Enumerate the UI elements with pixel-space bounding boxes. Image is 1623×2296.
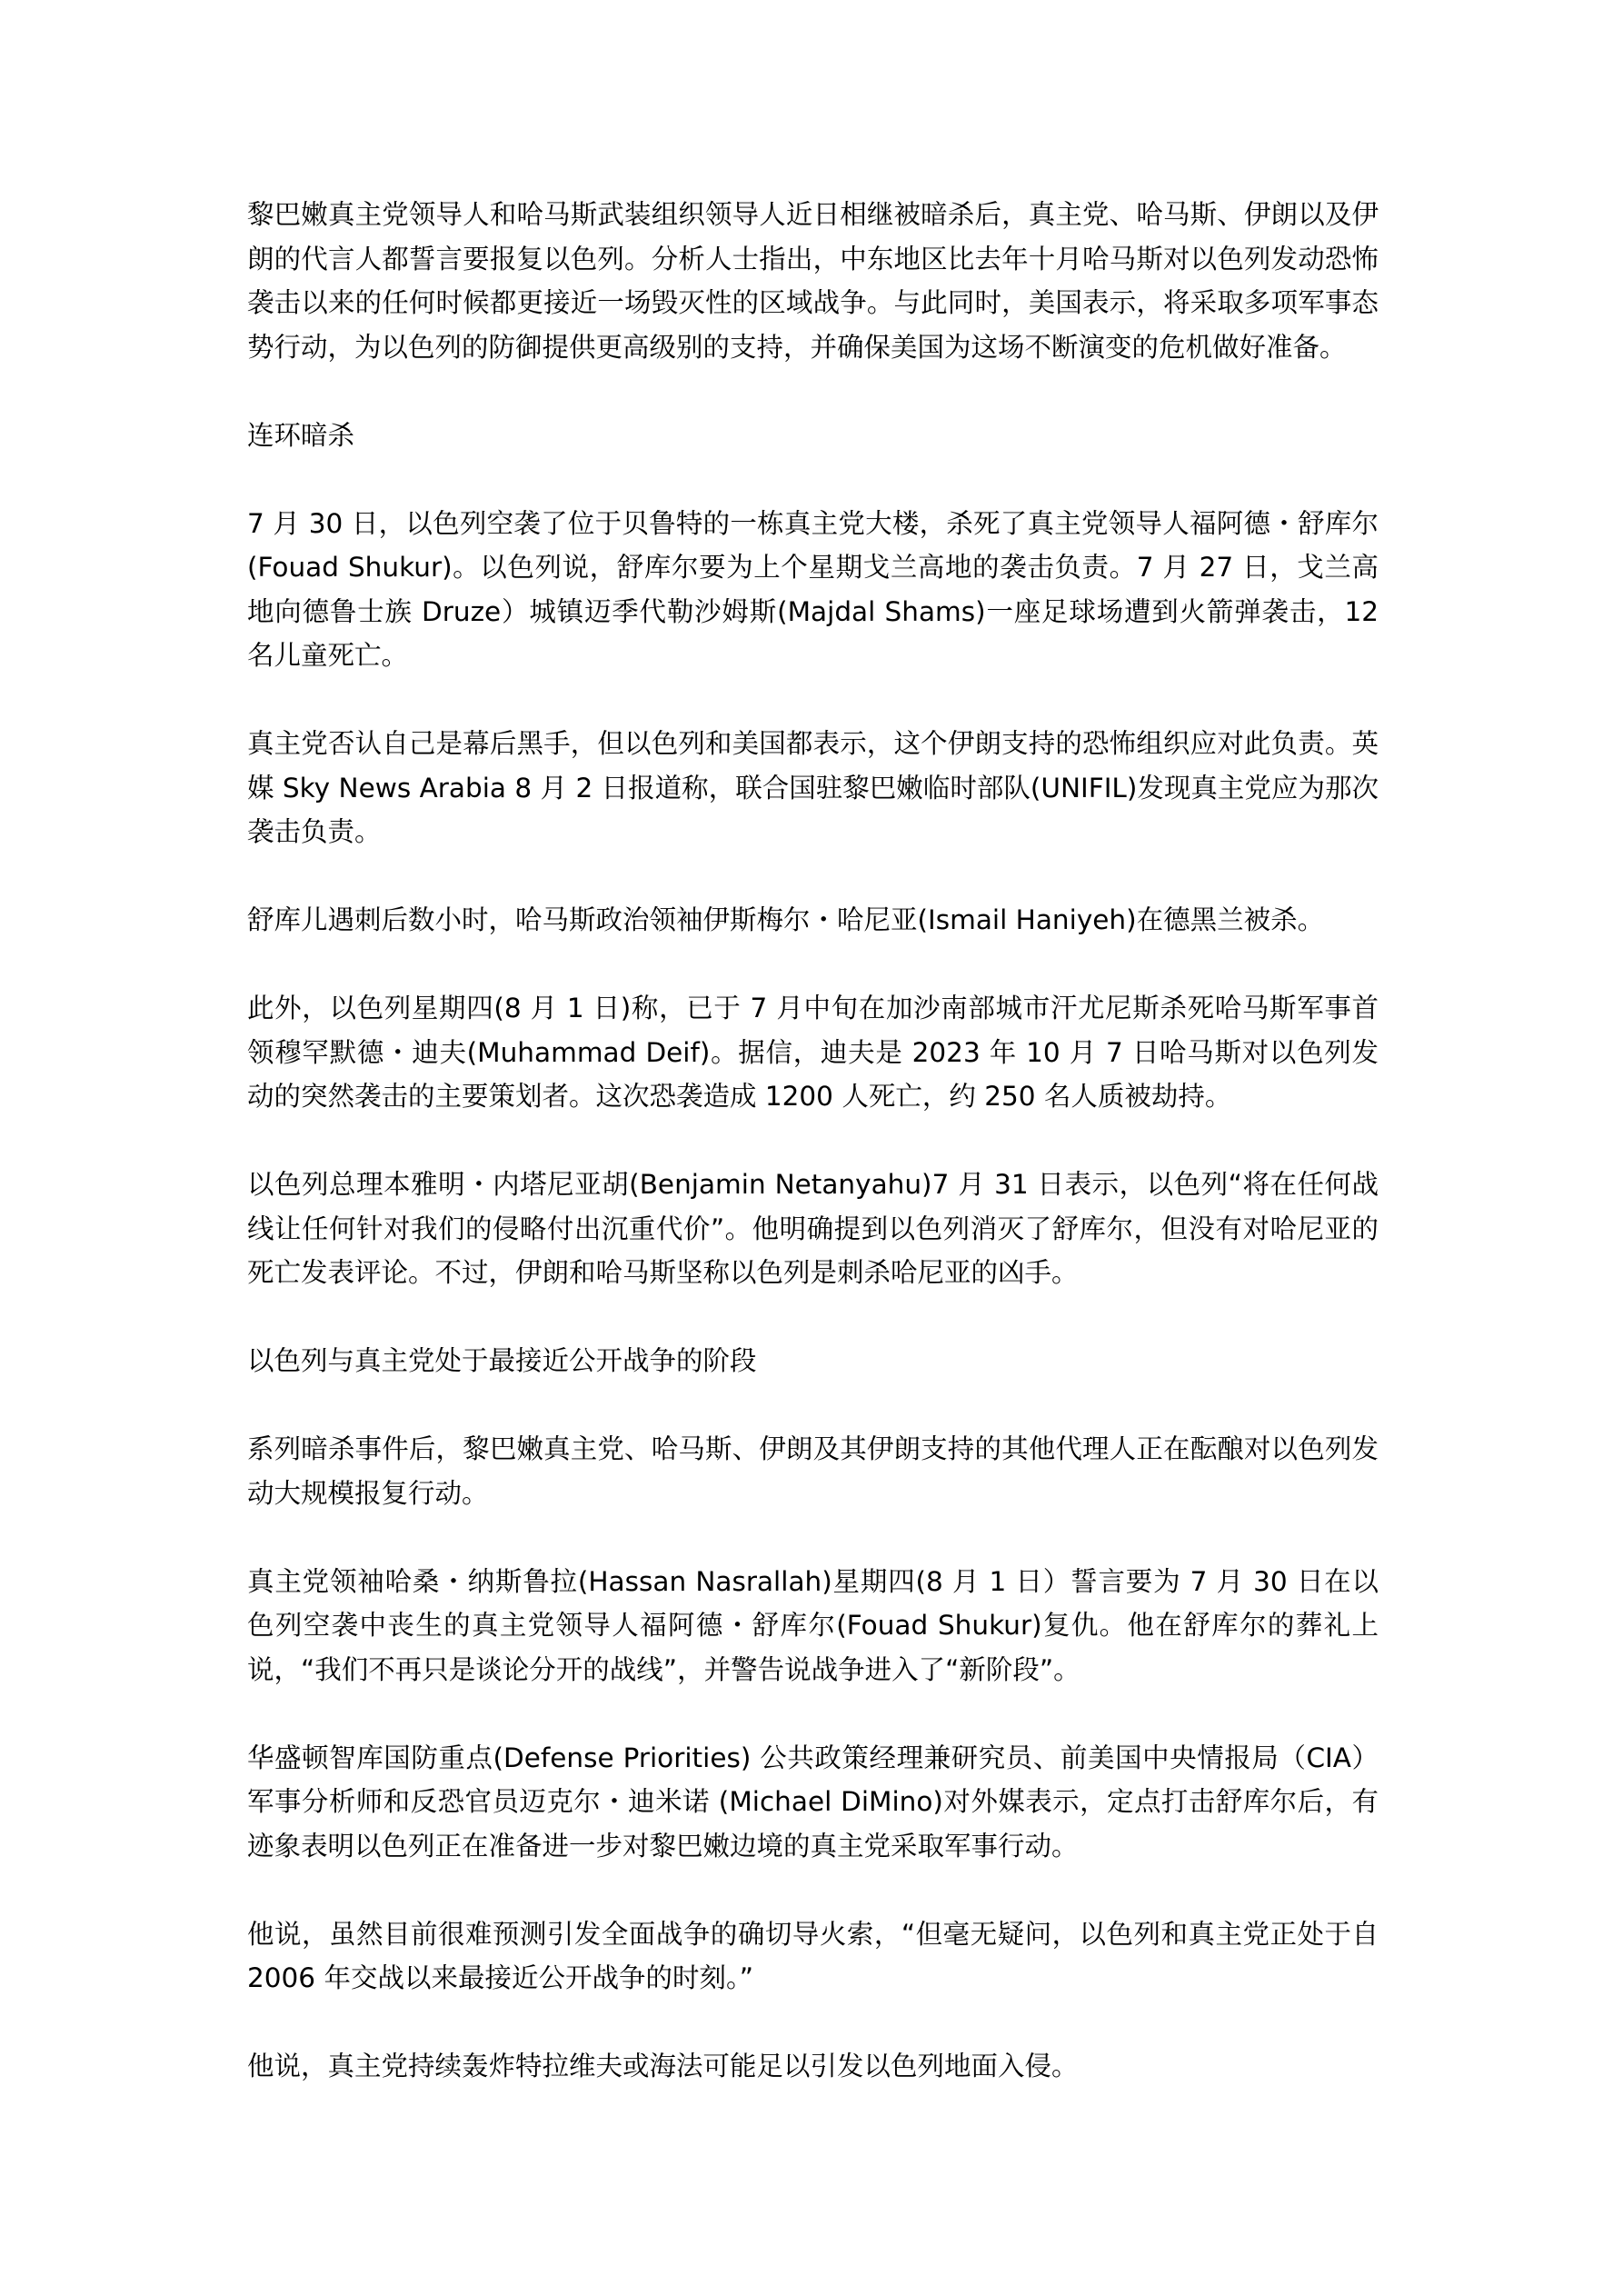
intro-paragraph: 黎巴嫩真主党领导人和哈马斯武装组织领导人近日相继被暗杀后，真主党、哈马斯、伊朗以及伊朗的代言人都誓言要报复以色列。分析人士指出，中东地区比去年十月哈马斯对以色列发动恐怖袭击以来的任何时候都更接近一场毁灭性的区域战争。与此同时，美国表示，将采取多项军事态势行动，为以色列的防御提供更高级别的支持，并确保美国为这场不断演变的危机做好准备。 — [247, 199, 1379, 363]
paragraph-retaliation: 系列暗杀事件后，黎巴嫩真主党、哈马斯、伊朗及其伊朗支持的其他代理人正在酝酿对以色列发动大规模报复行动。 — [247, 1433, 1379, 1509]
paragraph-netanyahu: 以色列总理本雅明・内塔尼亚胡(Benjamin Netanyahu)7 月 31 日表示，以色列“将在任何战线让任何针对我们的侵略付出沉重代价”。他明确提到以色列消灭了舒库尔，但没有对哈尼亚的死亡发表评论。不过，伊朗和哈马斯坚称以色列是刺杀哈尼亚的凶手。 — [247, 1169, 1379, 1288]
paragraph-nasrallah: 真主党领袖哈桑・纳斯鲁拉(Hassan Nasrallah)星期四(8 月 1 日）誓言要为 7 月 30 日在以色列空袭中丧生的真主党领导人福阿德・舒库尔(Fouad Shukur)复仇。他在舒库尔的葬礼上说，“我们不再只是谈论分开的战线”，并警告说战争进入了“新阶段”。 — [247, 1565, 1379, 1685]
paragraph-2006: 他说，虽然目前很难预测引发全面战争的确切导火索，“但毫无疑问，以色列和真主党正处于自 2006 年交战以来最接近公开战争的时刻。” — [247, 1918, 1379, 1993]
paragraph-hezbollah-denial: 真主党否认自己是幕后黑手，但以色列和美国都表示，这个伊朗支持的恐怖组织应对此负责。英媒 Sky News Arabia 8 月 2 日报道称，联合国驻黎巴嫩临时部队(UNIFIL)发现真主党应为那次袭击负责。 — [247, 728, 1379, 847]
paragraph-beirut-strike: 7 月 30 日，以色列空袭了位于贝鲁特的一栋真主党大楼，杀死了真主党领导人福阿德・舒库尔(Fouad Shukur)。以色列说，舒库尔要为上个星期戈兰高地的袭击负责。7 月 27 日，戈兰高地向德鲁士族 Druze）城镇迈季代勒沙姆斯(Majdal Shams)一座足球场遭到火箭弹袭击，12 名儿童死亡。 — [247, 507, 1379, 671]
article-body — [247, 193, 1379, 2132]
section-heading-assassinations: 连环暗杀 — [247, 419, 355, 451]
paragraph-haniyeh: 舒库儿遇刺后数小时，哈马斯政治领袖伊斯梅尔・哈尼亚(Ismail Haniyeh)在德黑兰被杀。 — [247, 904, 1325, 935]
paragraph-dimino: 华盛顿智库国防重点(Defense Priorities) 公共政策经理兼研究员、前美国中央情报局（CIA）军事分析师和反恐官员迈克尔・迪米诺 (Michael DiMino)对外媒表示，定点打击舒库尔后，有迹象表明以色列正在准备进一步对黎巴嫩边境的真主党采取军事行动。 — [247, 1742, 1379, 1862]
section-heading-open-war: 以色列与真主党处于最接近公开战争的阶段 — [247, 1345, 757, 1376]
paragraph-deif: 此外，以色列星期四(8 月 1 日)称，已于 7 月中旬在加沙南部城市汗尤尼斯杀死哈马斯军事首领穆罕默德・迪夫(Muhammad Deif)。据信，迪夫是 2023 年 10 月 7 日哈马斯对以色列发动的突然袭击的主要策划者。这次恐袭造成 1200 人死亡，约 250 名人质被劫持。 — [247, 993, 1379, 1112]
paragraph-ground-invasion: 他说，真主党持续轰炸特拉维夫或海法可能足以引发以色列地面入侵。 — [247, 2051, 1079, 2081]
